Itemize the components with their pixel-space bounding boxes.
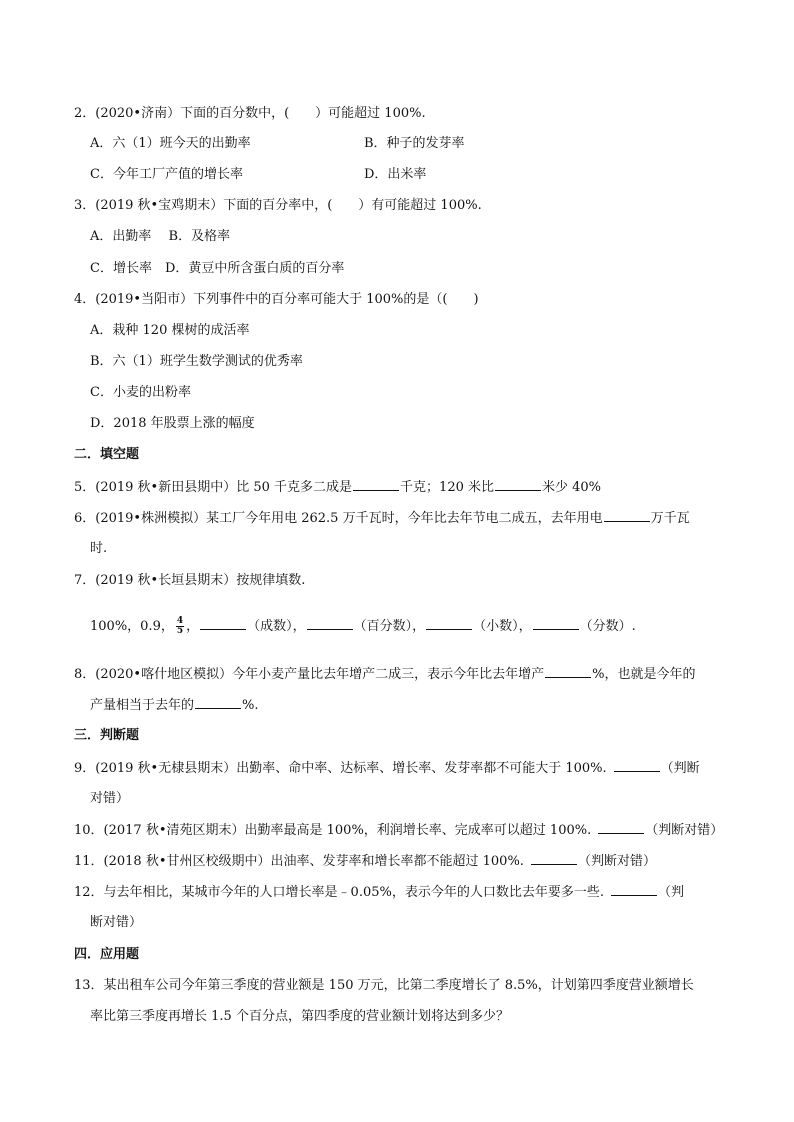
answer-blank[interactable] — [545, 665, 591, 678]
question-2-option-d: D．出米率 — [364, 167, 427, 182]
question-4-option-a: A．栽种 120 棵树的成活率 — [90, 323, 250, 338]
question-6-text-1: 6．(2019•株洲模拟）某工厂今年用电 262.5 万千瓦时，今年比去年节电二成五，去年用电 — [74, 511, 603, 526]
question-12 — [74, 883, 684, 902]
sequence-comma: ， — [186, 619, 200, 634]
answer-blank[interactable] — [614, 759, 660, 772]
blank-label-fenshu: （分数）. — [579, 619, 636, 634]
answer-blank[interactable] — [200, 617, 246, 630]
question-5 — [74, 478, 601, 497]
question-5-text-1: 5．(2019 秋•新田县期中）比 50 千克多二成是 — [74, 480, 353, 495]
fraction-denominator: 5 — [176, 626, 184, 636]
question-13-line-2: 率比第三季度再增长 1.5 个百分点，第四季度的营业额计划将达到多少？ — [90, 1009, 509, 1024]
question-4-option-c: C．小麦的出粉率 — [90, 385, 191, 400]
answer-blank[interactable] — [307, 617, 353, 630]
question-11 — [74, 852, 656, 871]
answer-blank[interactable] — [195, 696, 241, 709]
question-4-stem: 4．(2019•当阳市）下列事件中的百分率可能大于 100%的是（( ) — [74, 292, 479, 307]
question-10-suffix: （判断对错） — [645, 823, 724, 838]
question-9-continued: 对错） — [90, 791, 130, 806]
question-10-text: 10．(2017 秋•清苑区期末）出勤率最高是 100%，利润增长率、完成率可以超过 100%. — [74, 823, 592, 838]
answer-blank[interactable] — [426, 617, 472, 630]
blank-label-baifenshu: （百分数）， — [353, 619, 426, 634]
section-heading-application: 四．应用题 — [74, 947, 140, 962]
fraction — [176, 617, 184, 636]
question-5-text-3: 米少 40% — [542, 480, 602, 495]
answer-blank[interactable] — [598, 821, 644, 834]
question-13-line-1: 13．某出租车公司今年第三季度的营业额是 150 万元，比第二季度增长了 8.5%，计划第四季度营业额增长 — [74, 978, 694, 993]
question-2-option-b: B．种子的发芽率 — [364, 136, 465, 151]
question-8 — [74, 665, 695, 684]
sequence-start: 100%，0.9， — [90, 619, 174, 634]
question-3-options-ab: A．出勤率 B．及格率 — [90, 229, 231, 244]
answer-blank[interactable] — [495, 478, 541, 491]
question-4-option-b: B．六（1）班学生数学测试的优秀率 — [90, 354, 303, 369]
question-6-text-2: 万千瓦 — [650, 511, 690, 526]
question-2-stem: 2．(2020•济南）下面的百分数中，( ）可能超过 100%. — [74, 106, 426, 121]
question-12-suffix: （判 — [657, 885, 684, 900]
question-12-text: 12．与去年相比，某城市今年的人口增长率是﹣0.05%，表示今年的人口数比去年要多一些. — [74, 885, 604, 900]
question-8-text-4: %. — [242, 698, 259, 713]
blank-label-xiaoshu: （小数）， — [473, 619, 532, 634]
question-4-option-d: D．2018 年股票上涨的幅度 — [90, 416, 255, 431]
question-2-option-a: A．六（1）班今天的出勤率 — [90, 136, 251, 151]
question-2-option-c: C．今年工厂产值的增长率 — [90, 167, 243, 182]
question-8-text-1: 8．(2020•喀什地区模拟）今年小麦产量比去年增产二成三，表示今年比去年增产 — [74, 667, 545, 682]
question-11-text: 11．(2018 秋•甘州区校级期中）出油率、发芽率和增长率都不能超过 100%. — [74, 854, 524, 869]
answer-blank[interactable] — [531, 852, 577, 865]
question-6 — [74, 509, 690, 528]
question-6-continued: 时. — [90, 541, 108, 556]
answer-blank[interactable] — [604, 509, 650, 522]
question-3-stem: 3．(2019 秋•宝鸡期末）下面的百分率中，( ）有可能超过 100%. — [74, 198, 482, 213]
question-11-suffix: （判断对错） — [577, 854, 656, 869]
question-8-continued — [90, 696, 259, 715]
question-7-sequence — [90, 617, 636, 636]
question-7-stem: 7．(2019 秋•长垣县期末）按规律填数. — [74, 573, 306, 588]
question-12-continued: 断对错） — [90, 915, 143, 930]
answer-blank[interactable] — [611, 883, 657, 896]
answer-blank[interactable] — [353, 478, 399, 491]
question-8-text-3: 产量相当于去年的 — [90, 698, 195, 713]
blank-label-chengshu: （成数）， — [247, 619, 306, 634]
section-heading-true-false: 三．判断题 — [74, 728, 140, 743]
question-10 — [74, 821, 723, 840]
question-9 — [74, 759, 700, 778]
section-heading-fill-blank: 二．填空题 — [74, 447, 140, 462]
question-5-text-2: 千克；120 米比 — [400, 480, 494, 495]
question-9-text: 9．(2019 秋•无棣县期末）出勤率、命中率、达标率、增长率、发芽率都不可能大于 100%. — [74, 761, 607, 776]
question-9-suffix: （判断 — [660, 761, 700, 776]
fraction-numerator: 4 — [176, 616, 184, 626]
answer-blank[interactable] — [533, 617, 579, 630]
question-3-options-cd: C．增长率 D．黄豆中所含蛋白质的百分率 — [90, 261, 345, 276]
question-8-text-2: %，也就是今年的 — [592, 667, 696, 682]
